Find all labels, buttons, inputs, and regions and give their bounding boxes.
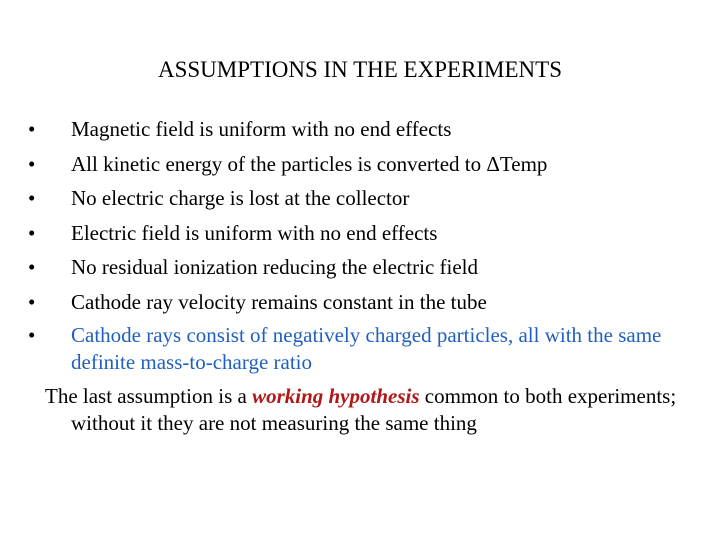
bullet-text: Cathode rays consist of negatively charged particles, all with the same definite mass-to-charge ratio [71,323,662,374]
list-item [28,147,708,182]
bullet-icon: • [28,151,36,176]
list-item [28,285,708,320]
working-hypothesis-emphasis: working hypothesis [252,384,420,408]
conclusion-paragraph [45,383,691,437]
conclusion-text-before: The last assumption is a [45,384,253,408]
bullet-icon: • [28,255,36,279]
list-item [28,112,708,147]
assumptions-list [28,112,708,376]
list-item [28,250,708,285]
list-item [28,216,708,251]
conclusion-text-after: common to both experiments; without it they are not measuring the same thing [71,384,677,435]
list-item [28,181,708,216]
bullet-icon: • [28,323,36,347]
bullet-icon: • [28,186,36,210]
bullet-icon: • [28,117,36,141]
bullet-text: Magnetic field is uniform with no end effects [71,117,452,141]
bullet-text: Cathode ray velocity remains constant in the tube [71,289,487,314]
bullet-icon: • [28,289,36,314]
bullet-text: All kinetic energy of the particles is converted to ΔTemp [71,151,548,176]
bullet-icon: • [28,220,36,245]
slide-title: ASSUMPTIONS IN THE EXPERIMENTS [157,57,563,82]
bullet-text: Electric field is uniform with no end effects [71,220,438,245]
bullet-text: No residual ionization reducing the electric field [71,255,479,279]
list-item-highlighted [28,319,708,376]
bullet-text: No electric charge is lost at the collector [71,186,410,210]
